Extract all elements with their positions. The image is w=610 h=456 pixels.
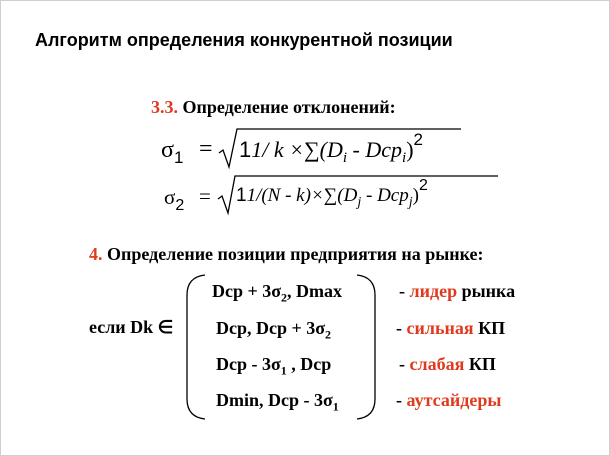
section-4-label: Определение позиции предприятия на рынке:	[102, 244, 484, 264]
interval-row-3: Dcp - $3\sigma_1$ , Dcp	[216, 354, 332, 378]
interval-row-1: Dcp + $3\sigma_2$, Dmax	[212, 281, 343, 305]
section-3-heading	[151, 97, 396, 118]
section-3-number: 3.3.	[151, 97, 178, 117]
condition-prefix: если Dk ∈	[89, 317, 174, 337]
interval-row-4: Dmin, Dcp - $3\sigma_1$	[216, 390, 339, 414]
category-row-3: - слабая КП	[399, 354, 496, 374]
interval-row-2: Dcp, Dcp + $3\sigma_2$	[216, 318, 332, 342]
category-row-4: - аутсайдеры	[396, 390, 502, 410]
formula-1-sigma: $\sigma_1$	[161, 137, 184, 167]
category-row-2: - сильная КП	[396, 318, 506, 338]
formula-1-equals: =	[199, 136, 213, 162]
section-3-label: Определение отклонений:	[178, 97, 396, 117]
slide-title: Алгоритм определения конкурентной позиции	[35, 30, 453, 50]
formula-sigma-2	[164, 173, 504, 217]
formula-2-body: $11/(N - k)\times\sum(D_j - Dcp_j)^2$	[236, 177, 428, 210]
formula-sigma-1	[161, 127, 481, 171]
formula-2-sigma: $\sigma_2$	[164, 185, 185, 214]
formula-2-equals: =	[199, 184, 211, 208]
category-row-1: - лидер рынка	[399, 281, 516, 301]
section-4-number: 4.	[89, 244, 103, 264]
formula-1-body: 11/ $k \times\sum(D_i - Dcp_i)^2$	[239, 130, 423, 166]
section-4-heading	[89, 244, 484, 265]
